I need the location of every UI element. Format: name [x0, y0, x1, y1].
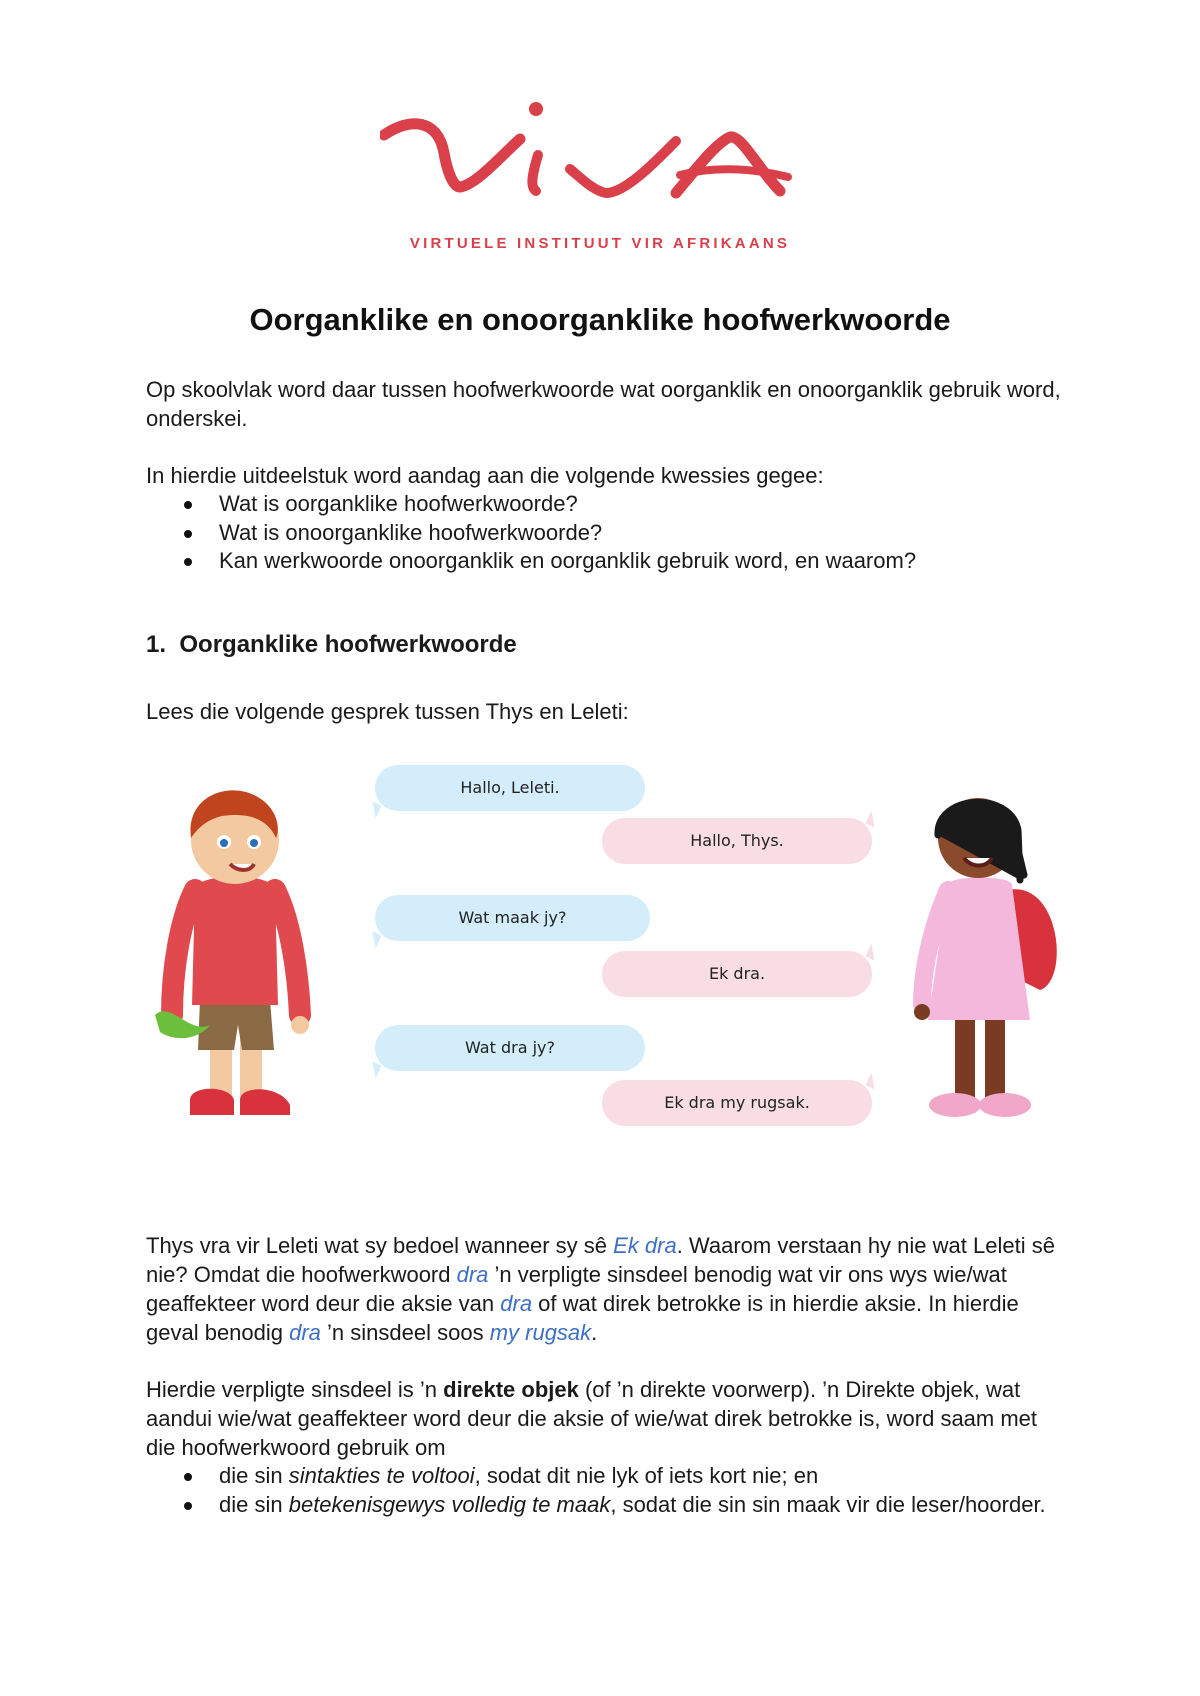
key-term: direkte objek [443, 1377, 579, 1402]
thys-illustration [150, 780, 320, 1130]
viva-logo [380, 95, 820, 255]
example-term: dra [289, 1320, 321, 1345]
speech-bubble: Wat maak jy? [375, 895, 650, 941]
speech-bubble: Hallo, Leleti. [375, 765, 645, 811]
list-item: Wat is oorganklike hoofwerkwoorde? [146, 490, 1069, 519]
dialogue-illustration [150, 755, 1060, 1135]
example-term: my rugsak [489, 1320, 592, 1345]
viva-wordmark [380, 95, 820, 230]
speech-bubble: Wat dra jy? [375, 1025, 645, 1071]
list-item: Wat is onoorganklike hoofwerkwoorde? [146, 519, 1069, 548]
lead-paragraph: In hierdie uitdeelstuk word aandag aan die volgende kwessies gegee: [146, 463, 824, 488]
page-title: Oorganklike en onoorganklike hoofwerkwoorde [249, 302, 951, 337]
speech-bubble: Hallo, Thys. [602, 818, 872, 864]
question-list [146, 490, 1069, 576]
section-number: 1. [146, 631, 167, 658]
section-heading [146, 631, 517, 659]
example-term: dra [500, 1291, 533, 1316]
list-item: die sin sintakties te voltooi, sodat dit nie lyk of iets kort nie; en [146, 1462, 1069, 1491]
section-lead: Lees die volgende gesprek tussen Thys en Leleti: [146, 699, 629, 724]
example-term: Ek dra [613, 1233, 677, 1258]
list-item: die sin betekenisgewys volledig te maak, sodat die sin sin maak vir die leser/hoorder. [146, 1491, 1069, 1520]
example-term: dra [456, 1262, 489, 1287]
explanation-paragraph: Thys vra vir Leleti wat sy bedoel wanneer sy sê Ek dra. Waarom verstaan hy nie wat Leleti sê nie? Omdat die hoofwerkwoord dra ’n verpligte sinsdeel benodig wat vir ons wys wie/wat geaffekteer word deur die aksie van dra of wat direk betrokke is in hierdie aksie. In hierdie geval benodig dra ’n sinsdeel soos my rugsak. [146, 1233, 1055, 1345]
section-title: Oorganklike hoofwerkwoorde [179, 631, 517, 658]
intro-paragraph: Op skoolvlak word daar tussen hoofwerkwoorde wat oorganklik en onoorganklik gebruik word, onderskei. [146, 377, 1061, 431]
speech-bubble: Ek dra. [602, 951, 872, 997]
definition-paragraph: Hierdie verpligte sinsdeel is ’n direkte objek (of ’n direkte voorwerp). ’n Direkte objek, wat aandui wie/wat geaffekteer word deur die aksie of wie/wat direk betrokke is, word saam met die hoofwerkwoord gebruik om [146, 1377, 1038, 1460]
speech-bubble: Ek dra my rugsak. [602, 1080, 872, 1126]
list-item: Kan werkwoorde onoorganklik en oorganklik gebruik word, en waarom? [146, 547, 1069, 576]
purpose-list [146, 1462, 1069, 1519]
leleti-illustration [900, 780, 1060, 1130]
logo-subtitle: VIRTUELE INSTITUUT VIR AFRIKAANS [409, 235, 791, 252]
